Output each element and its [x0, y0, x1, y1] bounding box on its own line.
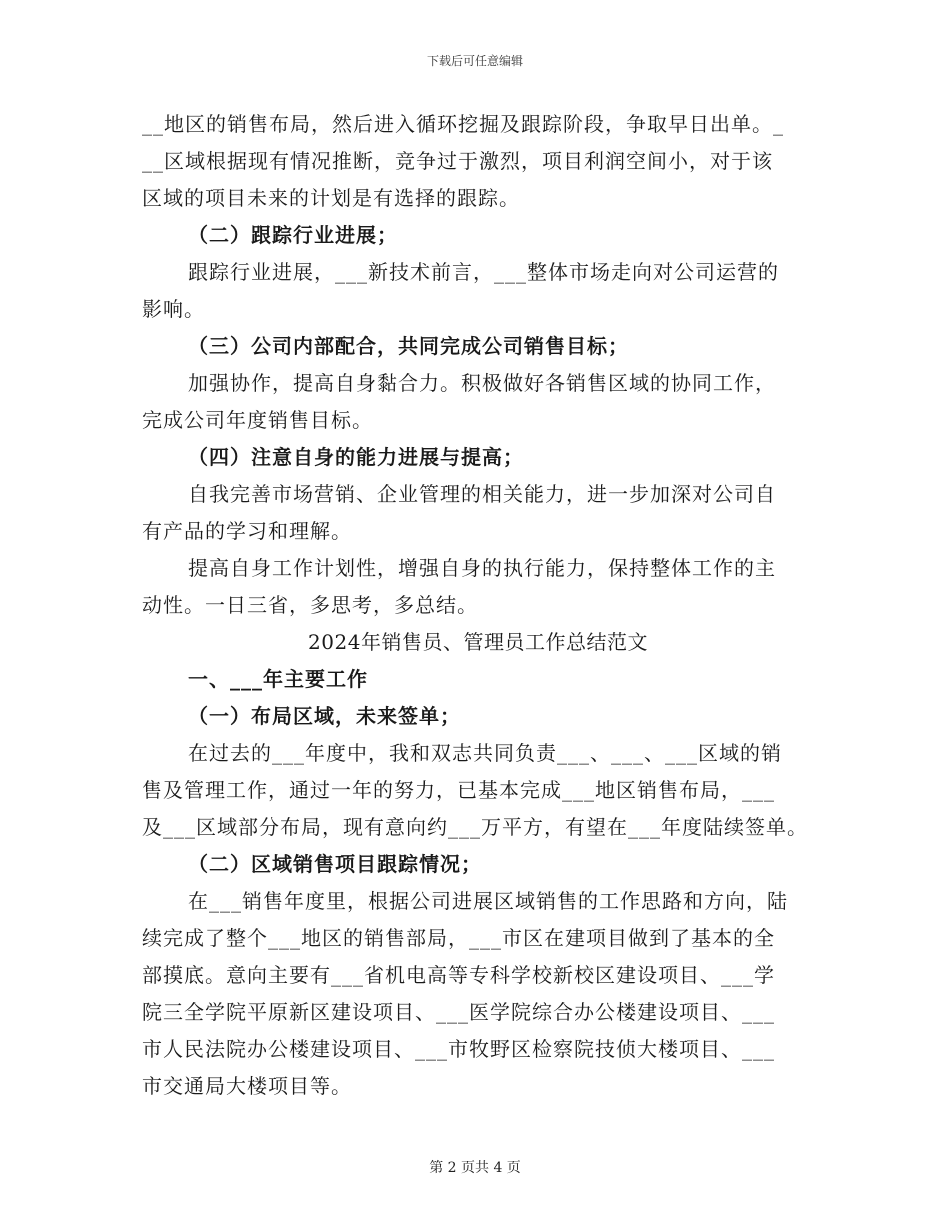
paragraph-line: 动性。一日三省，多思考，多总结。 [142, 593, 478, 617]
paragraph-line: 完成公司年度销售目标。 [142, 408, 373, 432]
paragraph-line: 跟踪行业进展，___新技术前言，___整体市场走向对公司运营的 [188, 260, 779, 284]
page-header: 下载后可任意编辑 [426, 54, 523, 68]
paragraph-line: 有产品的学习和理解。 [142, 519, 352, 543]
section-heading: （三）公司内部配合，共同完成公司销售目标； [188, 334, 629, 358]
section-title: 2024年销售员、管理员工作总结范文 [308, 630, 648, 654]
paragraph-line: 续完成了整个___地区的销售部局，___市区在建项目做到了基本的全 [142, 926, 775, 950]
section-heading: （四）注意自身的能力进展与提高； [188, 445, 524, 469]
paragraph-line: 售及管理工作，通过一年的努力，已基本完成___地区销售布局，___ [142, 778, 775, 802]
paragraph-line: __区域根据现有情况推断，竞争过于激烈，项目利润空间小，对于该 [142, 149, 773, 173]
document-body [142, 106, 814, 1105]
paragraph-line: 自我完善市场营销、企业管理的相关能力，进一步加深对公司自 [188, 482, 776, 506]
paragraph-line: 院三全学院平原新区建设项目、___医学院综合办公楼建设项目、___ [142, 1000, 775, 1024]
paragraph-line: 在过去的___年度中，我和双志共同负责___、___、___区域的销 [188, 741, 782, 765]
paragraph-line: 提高自身工作计划性，增强自身的执行能力，保持整体工作的主 [188, 556, 776, 580]
paragraph-line: 区域的项目未来的计划是有选择的跟踪。 [142, 186, 520, 210]
section-heading: 一、___年主要工作 [188, 667, 368, 691]
paragraph-line: 在___销售年度里，根据公司进展区域销售的工作思路和方向，陆 [188, 889, 788, 913]
paragraph-line: 影响。 [142, 297, 205, 321]
section-heading: （一）布局区域，未来签单； [188, 704, 461, 728]
paragraph-line: 市人民法院办公楼建设项目、___市牧野区检察院技侦大楼项目、___ [142, 1037, 775, 1061]
paragraph-line: 部摸底。意向主要有___省机电高等专科学校新校区建设项目、___学 [142, 963, 775, 987]
paragraph-line: 及___区域部分布局，现有意向约___万平方，有望在___年度陆续签单。 [142, 815, 808, 839]
page-footer: 第 2 页共 4 页 [429, 1160, 521, 1176]
paragraph-line: 市交通局大楼项目等。 [142, 1074, 352, 1098]
section-heading: （二）跟踪行业进展； [188, 223, 398, 247]
paragraph-line: __地区的销售布局，然后进入循环挖掘及跟踪阶段，争取早日出单。_ [142, 112, 784, 136]
section-heading: （二）区域销售项目跟踪情况； [188, 852, 482, 876]
paragraph-line: 加强协作，提高自身黏合力。积极做好各销售区域的协同工作， [188, 371, 776, 395]
